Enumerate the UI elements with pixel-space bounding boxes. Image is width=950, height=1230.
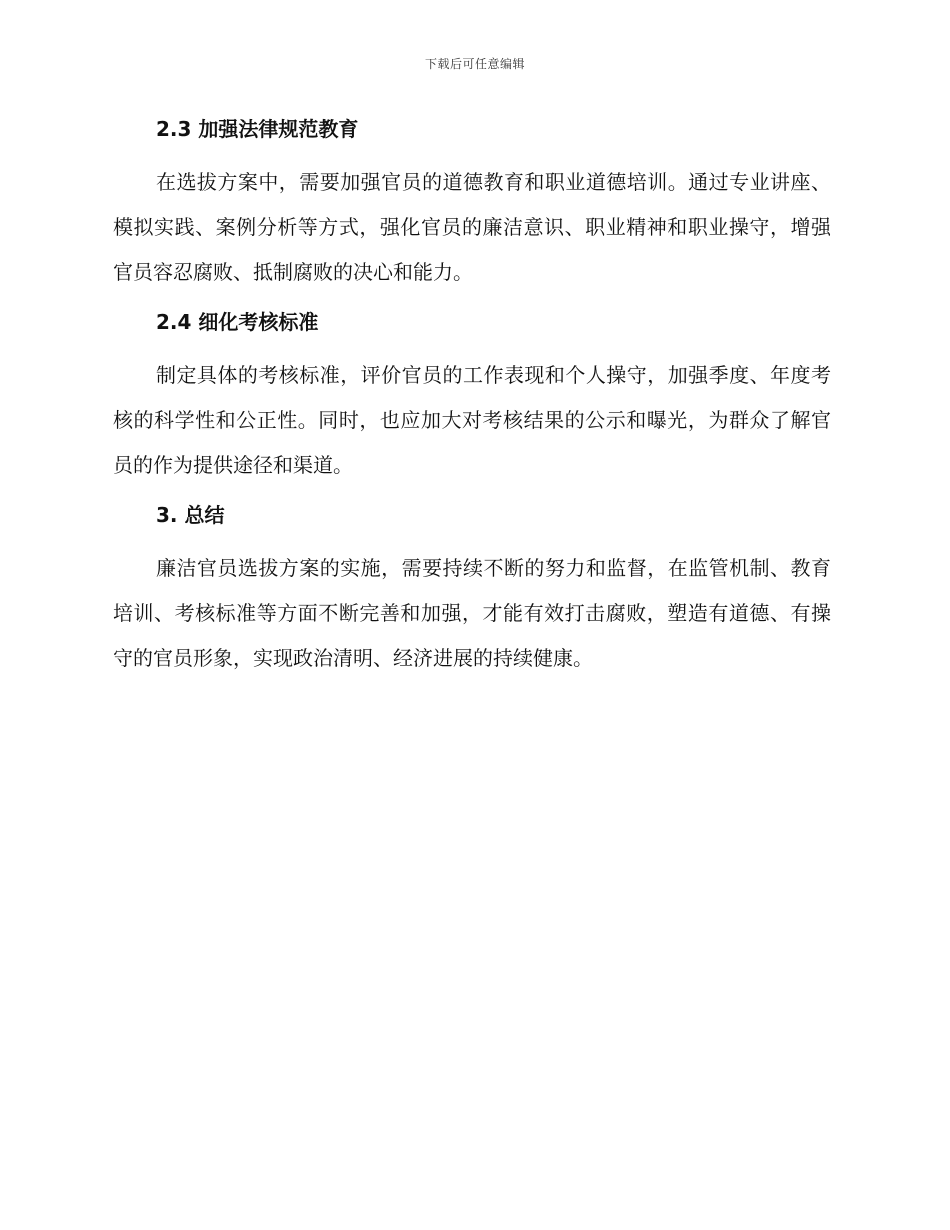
section-heading: 2.4 细化考核标准: [156, 310, 319, 334]
section-2-4: [113, 305, 831, 488]
section-paragraph: 廉洁官员选拔方案的实施，需要持续不断的努力和监督，在监管机制、教育培训、考核标准等方面不断完善和加强，才能有效打击腐败，塑造有道德、有操守的官员形象，实现政治清明、经济进展的持续健康。: [113, 556, 831, 670]
section-heading: 3. 总结: [156, 503, 225, 527]
section-paragraph: 制定具体的考核标准，评价官员的工作表现和个人操守，加强季度、年度考核的科学性和公正性。同时，也应加大对考核结果的公示和曝光，为群众了解官员的作为提供途径和渠道。: [113, 363, 831, 477]
document-body: [113, 112, 831, 691]
section-paragraph: 在选拔方案中，需要加强官员的道德教育和职业道德培训。通过专业讲座、模拟实践、案例分析等方式，强化官员的廉洁意识、职业精神和职业操守，增强官员容忍腐败、抵制腐败的决心和能力。: [113, 170, 831, 284]
section-2-3: [113, 112, 831, 295]
section-3-summary: [113, 498, 831, 681]
section-heading: 2.3 加强法律规范教育: [156, 117, 359, 141]
page-header-note: 下载后可任意编辑: [424, 57, 525, 71]
